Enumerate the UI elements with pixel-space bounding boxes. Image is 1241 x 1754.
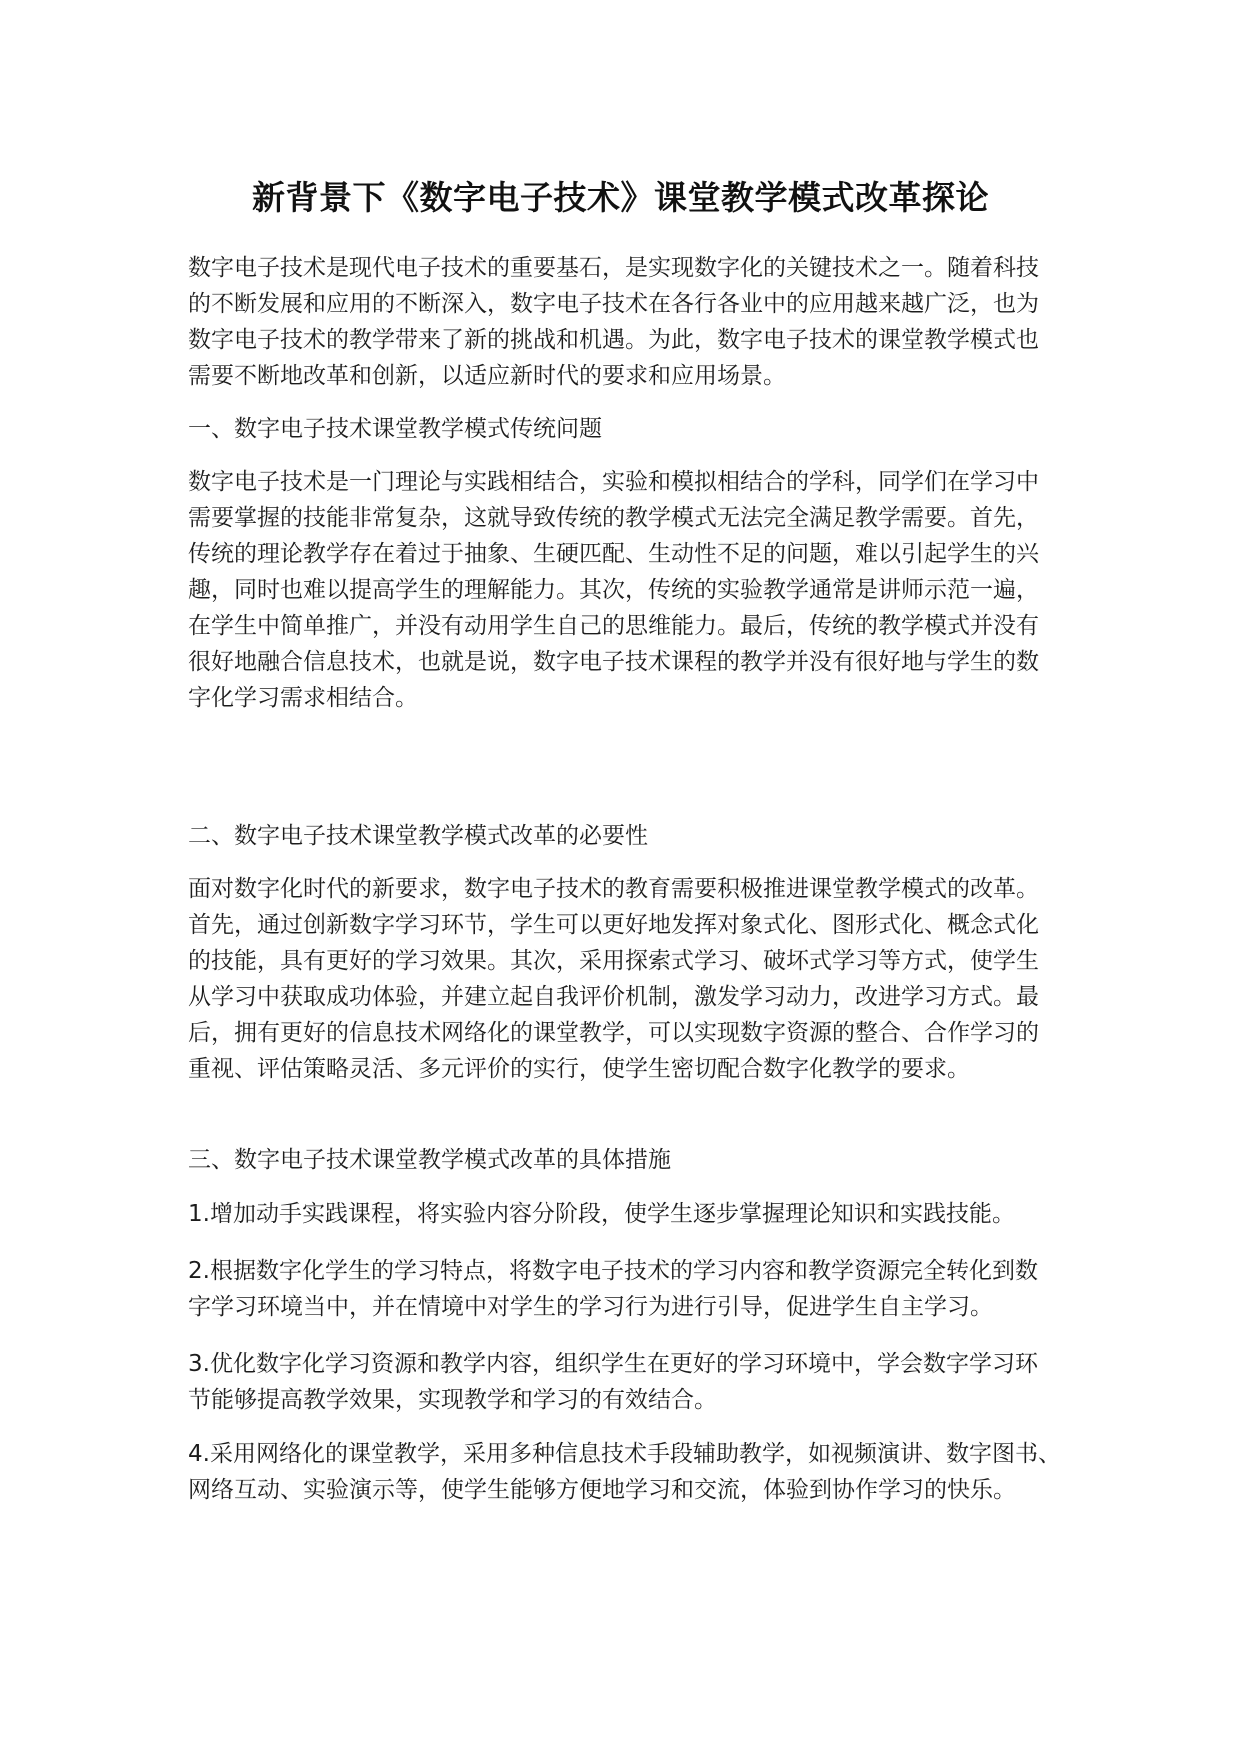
text-line: 传统的理论教学存在着过于抽象、生硬匹配、生动性不足的问题，难以引起学生的兴 (188, 541, 1039, 567)
text-line: 的技能，具有更好的学习效果。其次，采用探索式学习、破坏式学习等方式，使学生 (188, 948, 1039, 974)
text-line: 2.根据数字化学生的学习特点，将数字电子技术的学习内容和教学资源完全转化到数 (188, 1258, 1038, 1284)
text-line: 3.优化数字化学习资源和教学内容，组织学生在更好的学习环境中，学会数字学习环 (188, 1351, 1038, 1377)
heading-text: 一、数字电子技术课堂教学模式传统问题 (188, 416, 602, 442)
text-line: 很好地融合信息技术，也就是说，数字电子技术课程的教学并没有很好地与学生的数 (188, 649, 1039, 675)
heading-text: 二、数字电子技术课堂教学模式改革的必要性 (188, 823, 648, 849)
text-line: 数字电子技术是一门理论与实践相结合，实验和模拟相结合的学科，同学们在学习中 (188, 469, 1039, 495)
section2-body (188, 871, 1088, 1087)
measure-item-4 (188, 1436, 1088, 1508)
text-line: 网络互动、实验演示等，使学生能够方便地学习和交流，体验到协作学习的快乐。 (188, 1477, 1016, 1503)
section1-body (188, 464, 1088, 716)
measure-item-3 (188, 1346, 1088, 1418)
text-line: 的不断发展和应用的不断深入，数字电子技术在各行各业中的应用越来越广泛，也为 (188, 291, 1039, 317)
section2-heading (188, 818, 1088, 854)
text-line: 数字电子技术是现代电子技术的重要基石，是实现数字化的关键技术之一。随着科技 (188, 255, 1039, 281)
intro-paragraph (188, 250, 1088, 394)
text-line: 需要掌握的技能非常复杂，这就导致传统的教学模式无法完全满足教学需要。首先， (188, 505, 1039, 531)
measure-item-2 (188, 1253, 1088, 1325)
text-line: 首先，通过创新数字学习环节，学生可以更好地发挥对象式化、图形式化、概念式化 (188, 912, 1039, 938)
text-line: 节能够提高教学效果，实现教学和学习的有效结合。 (188, 1387, 717, 1413)
document-title: 新背景下《数字电子技术》课堂教学模式改革探论 (252, 178, 989, 217)
text-line: 数字电子技术的教学带来了新的挑战和机遇。为此，数字电子技术的课堂教学模式也 (188, 327, 1039, 353)
text-line: 在学生中简单推广，并没有动用学生自己的思维能力。最后，传统的教学模式并没有 (188, 613, 1039, 639)
text-line: 4.采用网络化的课堂教学，采用多种信息技术手段辅助教学，如视频演讲、数字图书、 (188, 1441, 1061, 1467)
text-line: 趣，同时也难以提高学生的理解能力。其次，传统的实验教学通常是讲师示范一遍， (188, 577, 1039, 603)
text-line: 字化学习需求相结合。 (188, 685, 418, 711)
text-line: 需要不断地改革和创新，以适应新时代的要求和应用场景。 (188, 363, 786, 389)
text-line: 后，拥有更好的信息技术网络化的课堂教学，可以实现数字资源的整合、合作学习的 (188, 1020, 1039, 1046)
measure-item-1 (188, 1196, 1088, 1232)
text-line: 重视、评估策略灵活、多元评价的实行，使学生密切配合数字化教学的要求。 (188, 1056, 970, 1082)
text-line: 面对数字化时代的新要求，数字电子技术的教育需要积极推进课堂教学模式的改革。 (188, 876, 1039, 902)
heading-text: 三、数字电子技术课堂教学模式改革的具体措施 (188, 1147, 671, 1173)
section3-heading (188, 1142, 1088, 1178)
text-line: 1.增加动手实践课程，将实验内容分阶段，使学生逐步掌握理论知识和实践技能。 (188, 1201, 1015, 1227)
text-line: 字学习环境当中，并在情境中对学生的学习行为进行引导，促进学生自主学习。 (188, 1294, 993, 1320)
text-line: 从学习中获取成功体验，并建立起自我评价机制，激发学习动力，改进学习方式。最 (188, 984, 1039, 1010)
section1-heading (188, 411, 1088, 447)
